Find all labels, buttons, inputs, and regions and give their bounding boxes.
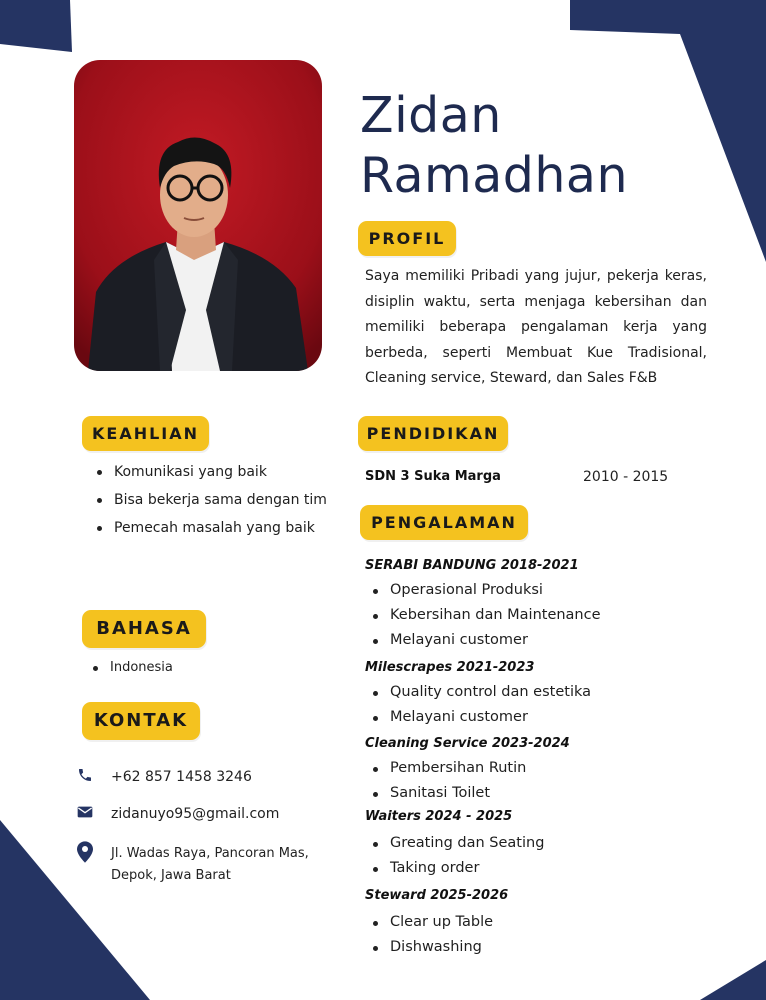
section-heading-keahlian: KEAHLIAN bbox=[82, 416, 209, 451]
list-item: Greating dan Seating bbox=[368, 831, 698, 856]
list-item: Dishwashing bbox=[368, 935, 698, 960]
job-duties bbox=[368, 578, 698, 653]
section-heading-kontak: KONTAK bbox=[82, 702, 200, 740]
job-duties bbox=[368, 910, 698, 960]
list-item: Bisa bekerja sama dengan tim bbox=[92, 486, 332, 514]
job-title: Waiters 2024 - 2025 bbox=[365, 809, 513, 824]
section-heading-pendidikan: PENDIDIKAN bbox=[358, 416, 508, 451]
last-name: Ramadhan bbox=[360, 147, 628, 204]
list-item: Pemecah masalah yang baik bbox=[92, 514, 332, 542]
contact-email bbox=[76, 803, 279, 825]
list-item: Operasional Produksi bbox=[368, 578, 698, 603]
list-item: Indonesia bbox=[88, 656, 288, 680]
section-heading-pengalaman: PENGALAMAN bbox=[360, 505, 528, 540]
list-item: Clear up Table bbox=[368, 910, 698, 935]
email-icon bbox=[76, 803, 94, 821]
job-title: Steward 2025-2026 bbox=[365, 888, 509, 903]
school-name: SDN 3 Suka Marga bbox=[365, 469, 501, 484]
first-name: Zidan bbox=[360, 87, 502, 144]
section-heading-bahasa: BAHASA bbox=[82, 610, 206, 648]
home-address: Jl. Wadas Raya, Pancoran Mas, Depok, Jawa Barat bbox=[111, 846, 309, 883]
list-item: Melayani customer bbox=[368, 705, 698, 730]
list-item: Sanitasi Toilet bbox=[368, 781, 698, 806]
section-heading-profil: PROFIL bbox=[358, 221, 456, 256]
job-duties bbox=[368, 756, 698, 806]
list-item: Melayani customer bbox=[368, 628, 698, 653]
list-item: Quality control dan estetika bbox=[368, 680, 698, 705]
phone-number: +62 857 1458 3246 bbox=[111, 769, 252, 785]
language-list bbox=[88, 656, 288, 680]
list-item: Taking order bbox=[368, 856, 698, 881]
skills-list bbox=[92, 458, 332, 542]
email-address: zidanuyo95@gmail.com bbox=[111, 806, 280, 822]
profile-summary: Saya memiliki Pribadi yang jujur, pekerja keras, disiplin waktu, serta menjaga kebersihan dan memiliki beberapa pengalaman kerja yang berbeda, seperti Membuat Kue Tradisional, Cleaning service, Steward, dan Sales F&B bbox=[365, 268, 707, 386]
job-title: Cleaning Service 2023-2024 bbox=[365, 736, 570, 751]
job-duties bbox=[368, 831, 698, 881]
list-item: Kebersihan dan Maintenance bbox=[368, 603, 698, 628]
full-name bbox=[360, 86, 628, 206]
list-item: Komunikasi yang baik bbox=[92, 458, 332, 486]
job-duties bbox=[368, 680, 698, 730]
school-years: 2010 - 2015 bbox=[583, 469, 669, 485]
profile-photo bbox=[74, 60, 322, 371]
job-title: Milescrapes 2021-2023 bbox=[365, 660, 535, 675]
contact-address bbox=[76, 843, 311, 887]
location-pin-icon bbox=[76, 843, 94, 861]
contact-phone bbox=[76, 766, 252, 788]
list-item: Pembersihan Rutin bbox=[368, 756, 698, 781]
job-title: SERABI BANDUNG 2018-2021 bbox=[365, 558, 579, 573]
phone-icon bbox=[76, 766, 94, 784]
